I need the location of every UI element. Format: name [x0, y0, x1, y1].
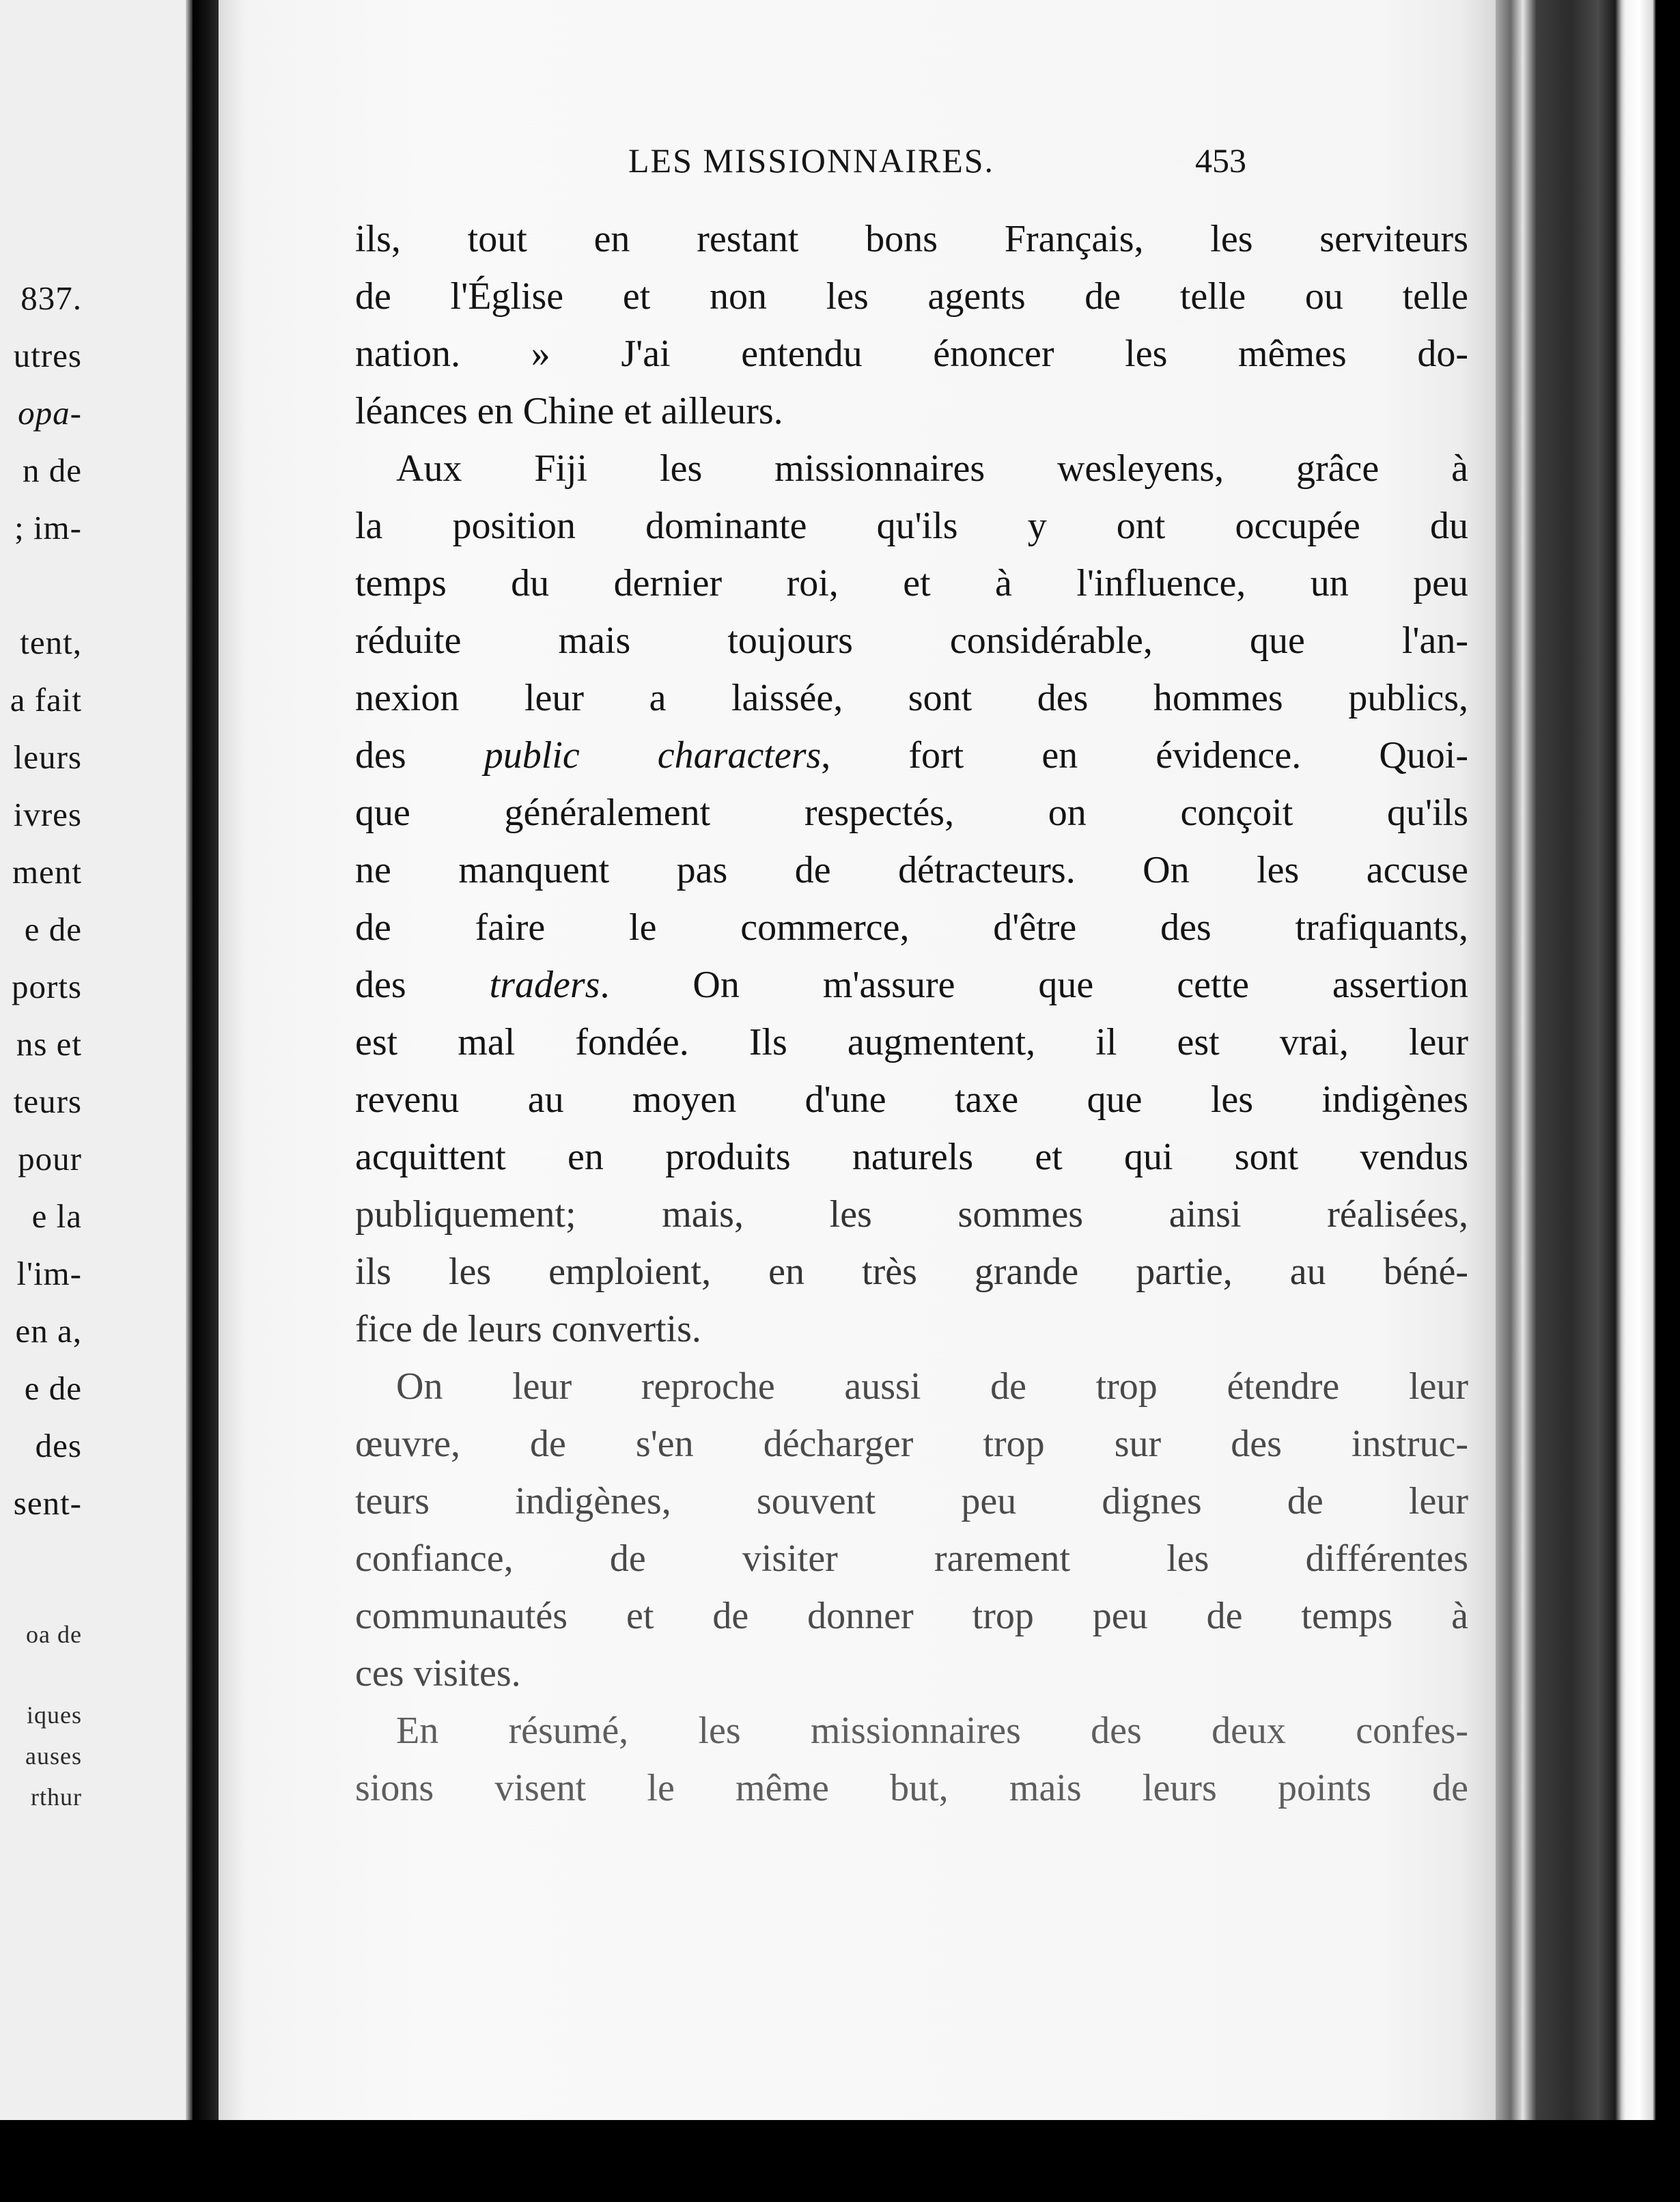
paragraph-first-line: En résumé, les missionnaires des deux confes- [396, 1710, 1468, 1752]
left-page-line: e de [24, 1369, 82, 1407]
left-page-line: utres [13, 337, 82, 374]
italic-phrase: traders [489, 964, 600, 1006]
left-page-line: ns et [16, 1025, 82, 1063]
text-line: sions visent le même but, mais leurs points de [355, 1767, 1468, 1809]
text-line: œuvre, de s'en décharger trop sur des instruc- [355, 1423, 1468, 1465]
left-page-line: tent, [20, 624, 82, 661]
left-page-line: pour [18, 1140, 82, 1177]
left-page-line: l'im- [16, 1255, 82, 1292]
text-line: ils, tout en restant bons Français, les serviteurs [355, 218, 1468, 260]
left-page-line: leurs [13, 738, 82, 776]
left-page-line: des [35, 1427, 82, 1464]
text-line: publiquement; mais, les sommes ainsi réalisées, [355, 1193, 1468, 1236]
text-line: ces visites. [355, 1652, 521, 1695]
text-line: communautés et de donner trop peu de temps à [355, 1595, 1468, 1637]
left-page-line: e la [31, 1197, 82, 1235]
left-facing-page [0, 0, 193, 2202]
left-page-footnote-line: oa de [26, 1621, 82, 1648]
text-line: ils les emploient, en très grande partie, au béné- [355, 1251, 1468, 1293]
text-line: nation. » J'ai entendu énoncer les mêmes do- [355, 333, 1468, 375]
book-fore-edge [1496, 0, 1625, 2202]
left-page-line: ; im- [14, 509, 82, 546]
text-line: fice de leurs convertis. [355, 1308, 701, 1350]
text-line: confiance, de visiter rarement les différentes [355, 1537, 1468, 1580]
paragraph-first-line: On leur reproche aussi de trop étendre leur [396, 1365, 1468, 1408]
italic-phrase: public characters [484, 734, 822, 777]
text-line: réduite mais toujours considérable, que l'an- [355, 619, 1468, 662]
text-line: teurs indigènes, souvent peu dignes de leur [355, 1480, 1468, 1522]
text-line: ne manquent pas de détracteurs. On les accuse [355, 849, 1468, 891]
text-line: acquittent en produits naturels et qui sont vendus [355, 1136, 1468, 1178]
text-line: revenu au moyen d'une taxe que les indigènes [355, 1078, 1468, 1121]
text-line-with-italics: des public characters, fort en évidence. Quoi- [355, 734, 1468, 777]
left-page-line: ivres [13, 796, 82, 833]
page-number: 453 [1195, 141, 1246, 180]
left-page-line: opa- [18, 394, 82, 432]
text-line: léances en Chine et ailleurs. [355, 390, 783, 432]
left-page-line: 837. [20, 279, 82, 317]
left-page-line: ports [12, 968, 82, 1005]
running-head-title: LES MISSIONNAIRES. [628, 141, 995, 180]
paragraph-first-line: Aux Fiji les missionnaires wesleyens, grâce à [396, 447, 1468, 490]
text-line: de faire le commerce, d'être des trafiquants, [355, 906, 1468, 949]
text-line: que généralement respectés, on conçoit qu'ils [355, 792, 1468, 834]
left-page-edge [186, 0, 193, 2202]
text-line: temps du dernier roi, et à l'influence, un peu [355, 562, 1468, 604]
running-head [219, 141, 1496, 189]
text-line: la position dominante qu'ils y ont occupée du [355, 505, 1468, 547]
left-page-footnote-line: rthur [31, 1783, 82, 1811]
text-line: nexion leur a laissée, sont des hommes publics, [355, 677, 1468, 719]
left-page-line: teurs [13, 1083, 82, 1120]
main-page [219, 0, 1496, 2202]
text-line: est mal fondée. Ils augmentent, il est vrai, leur [355, 1021, 1468, 1063]
left-page-line: sent- [13, 1484, 82, 1522]
left-page-footnote-line: auses [25, 1742, 82, 1770]
left-page-line: e de [24, 910, 82, 948]
left-page-line: n de [23, 451, 82, 489]
left-page-footnote-line: iques [27, 1701, 82, 1729]
book-gutter [193, 0, 219, 2202]
left-page-line: en a, [15, 1312, 82, 1350]
text-line: de l'Église et non les agents de telle ou telle [355, 275, 1468, 318]
text-line-with-italics: des traders. On m'assure que cette assertion [355, 964, 1468, 1006]
bottom-scan-border [0, 2120, 1680, 2202]
left-page-line: ment [12, 853, 82, 891]
left-page-line: a fait [10, 681, 82, 719]
right-scan-border [1625, 0, 1680, 2202]
